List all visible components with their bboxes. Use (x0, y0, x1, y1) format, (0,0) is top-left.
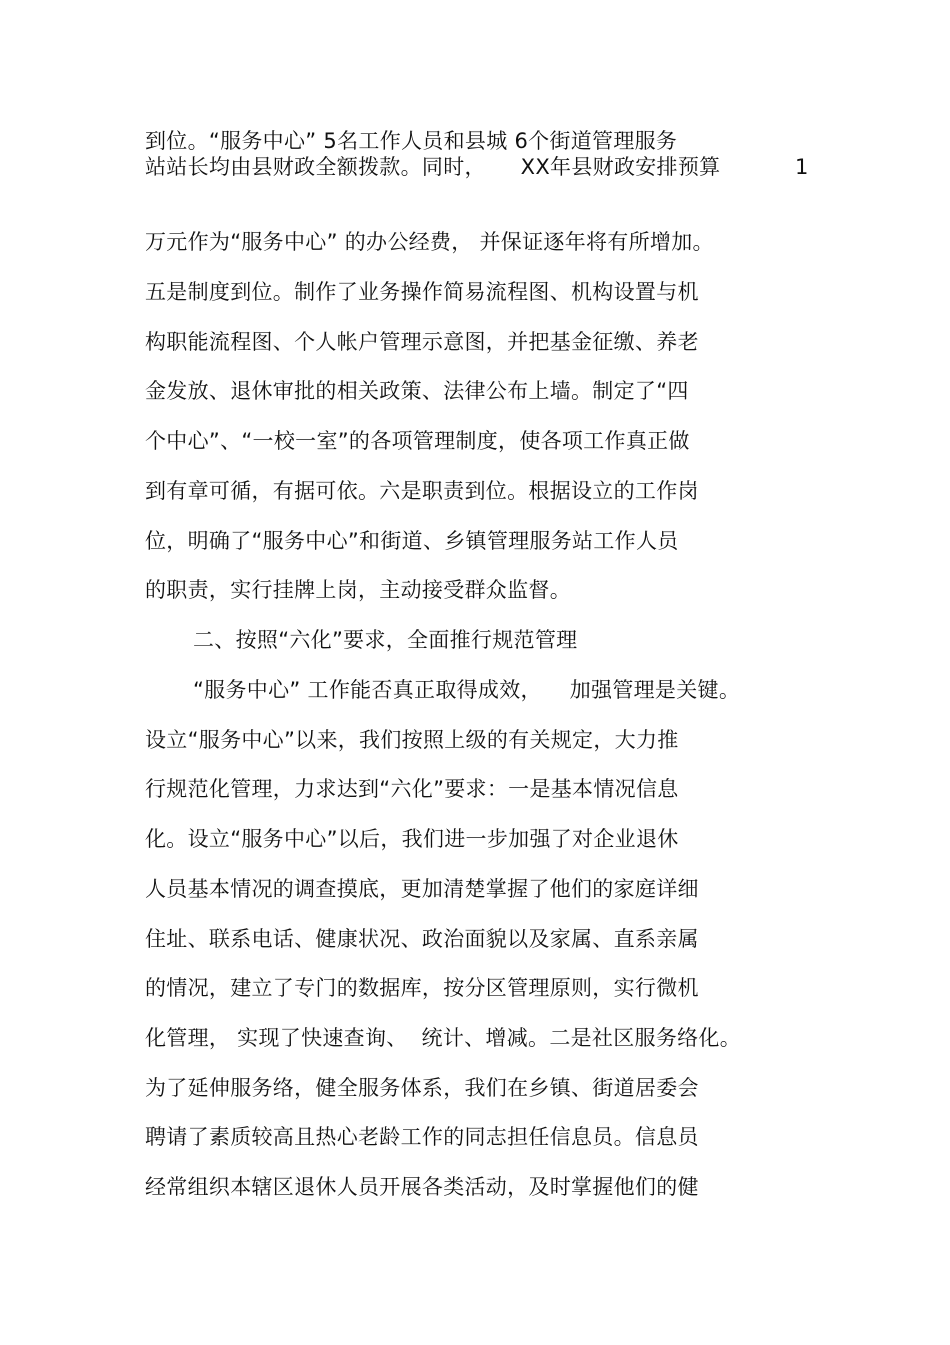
text-line: 的情况，建立了专门的数据库，按分区管理原则，实行微机 (145, 976, 699, 1000)
text-line: 构职能流程图、个人帐户管理示意图，并把基金征缴、养老 (145, 330, 699, 354)
text-line: 人员基本情况的调查摸底，更加清楚掌握了他们的家庭详细 (145, 877, 699, 901)
text-line: 为了延伸服务络，健全服务体系，我们在乡镇、街道居委会 (145, 1076, 699, 1100)
text-line: 万元作为“服务中心” 的办公经费， 并保证逐年将有所增加。 (145, 230, 714, 254)
text-line: “服务中心” 工作能否真正取得成效， 加强管理是关键。 (193, 678, 741, 702)
text-line: 行规范化管理，力求达到“六化”要求：一是基本情况信息 (145, 777, 679, 801)
text-line: 化管理， 实现了快速查询、 统计、增减。二是社区服务络化。 (145, 1026, 742, 1050)
text-line: 位，明确了“服务中心”和街道、乡镇管理服务站工作人员 (145, 529, 679, 553)
text-line: 站站长均由县财政全额拨款。同时， XX年县财政安排预算 (145, 155, 721, 179)
text-line: 到位。“服务中心” 5名工作人员和县城 6个街道管理服务 (145, 129, 678, 153)
margin-number: 1 (795, 155, 809, 179)
text-line: 个中心”、“一校一室”的各项管理制度，使各项工作真正做 (145, 429, 690, 453)
text-line: 到有章可循，有据可依。六是职责到位。根据设立的工作岗 (145, 479, 699, 503)
text-line: 的职责，实行挂牌上岗，主动接受群众监督。 (145, 578, 571, 602)
text-line: 五是制度到位。制作了业务操作简易流程图、机构设置与机 (145, 280, 699, 304)
section-heading: 二、按照“六化”要求，全面推行规范管理 (193, 628, 578, 652)
text-line: 住址、联系电话、健康状况、政治面貌以及家属、直系亲属 (145, 927, 699, 951)
text-line: 设立“服务中心”以来，我们按照上级的有关规定，大力推 (145, 728, 679, 752)
text-line: 聘请了素质较高且热心老龄工作的同志担任信息员。信息员 (145, 1125, 699, 1149)
text-line: 金发放、退休审批的相关政策、法律公布上墙。制定了“四 (145, 379, 689, 403)
text-line: 经常组织本辖区退休人员开展各类活动，及时掌握他们的健 (145, 1175, 699, 1199)
text-line: 化。设立“服务中心”以后，我们进一步加强了对企业退休 (145, 827, 679, 851)
